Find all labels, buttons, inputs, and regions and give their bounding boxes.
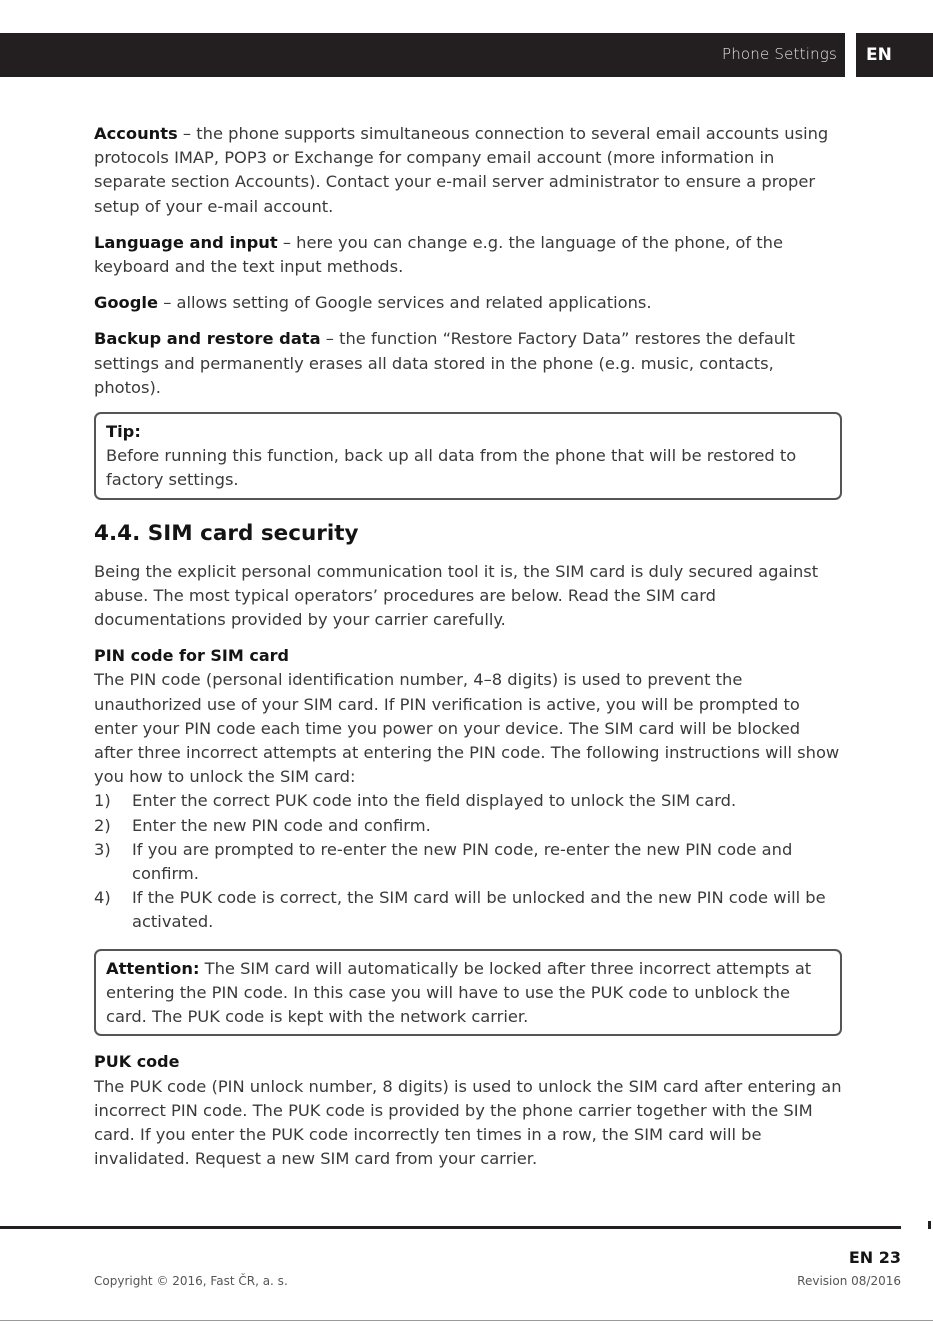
header-bar bbox=[0, 33, 845, 77]
step-number: 3) bbox=[94, 839, 111, 859]
accounts-term: Accounts bbox=[94, 124, 178, 143]
list-item bbox=[94, 838, 842, 886]
backup-paragraph bbox=[94, 327, 842, 400]
pin-block bbox=[94, 644, 842, 789]
step-text: Enter the correct PUK code into the field displayed to unlock the SIM card. bbox=[132, 791, 737, 811]
list-item bbox=[94, 789, 842, 813]
language-paragraph bbox=[94, 231, 842, 279]
accounts-paragraph bbox=[94, 122, 842, 219]
copyright-text: Copyright © 2016, Fast ČR, a. s. bbox=[94, 1274, 288, 1288]
list-item bbox=[94, 814, 842, 838]
backup-text: – the function “Restore Factory Data” restores the default settings and permanently erases all data stored in the phone (e.g. music, contacts, photos). bbox=[94, 329, 796, 397]
google-paragraph bbox=[94, 291, 842, 315]
google-term: Google bbox=[94, 293, 159, 313]
backup-term: Backup and restore data bbox=[94, 329, 321, 349]
tip-text: Before running this function, back up all data from the phone that will be restored to factory settings. bbox=[106, 446, 797, 490]
page-content bbox=[94, 122, 842, 1171]
language-badge: EN bbox=[856, 33, 933, 77]
attention-title: Attention: bbox=[106, 958, 200, 978]
language-term: Language and input bbox=[94, 232, 278, 252]
step-text: If the PUK code is correct, the SIM card will be unlocked and the new PIN code will be activated. bbox=[132, 888, 826, 932]
step-number: 1) bbox=[94, 791, 111, 811]
puk-block bbox=[94, 1050, 842, 1171]
list-item bbox=[94, 886, 842, 934]
pin-heading: PIN code for SIM card bbox=[94, 646, 289, 666]
section-intro: Being the explicit personal communication tool it is, the SIM card is duly secured against abuse. The most typical operators’ procedures are below. Read the SIM card documentations provided by your carrier carefully. bbox=[94, 561, 819, 630]
accounts-text: – the phone supports simultaneous connection to several email accounts using protocols IMAP, POP3 or Exchange for company email account (more information in separate section Accounts). Contact your e-mail server administrator to ensure a proper setup of your e-mail account. bbox=[94, 124, 829, 216]
pin-text: The PIN code (personal identification number, 4–8 digits) is used to prevent the unauthorized use of your SIM card. If PIN verification is active, you will be prompted to enter your PIN code each time you power on your device. The SIM card will be blocked after three incorrect attempts at entering the PIN code. The following instructions will show you how to unlock the SIM card: bbox=[94, 670, 840, 787]
google-text: – allows setting of Google services and related applications. bbox=[158, 293, 652, 313]
tip-title: Tip: bbox=[106, 422, 141, 442]
attention-box bbox=[94, 949, 842, 1037]
page-number: EN 23 bbox=[848, 1248, 901, 1267]
tip-box bbox=[94, 412, 842, 500]
language-text: – here you can change e.g. the language of the phone, of the keyboard and the text input methods. bbox=[94, 232, 784, 277]
page-bottom-edge bbox=[0, 1320, 933, 1321]
footer-divider bbox=[0, 1226, 901, 1229]
unlock-steps-list bbox=[94, 789, 842, 934]
step-text: If you are prompted to re-enter the new PIN code, re-enter the new PIN code and confirm. bbox=[132, 839, 793, 884]
step-text: Enter the new PIN code and confirm. bbox=[132, 815, 431, 835]
puk-heading: PUK code bbox=[94, 1052, 180, 1072]
section-heading: 4.4. SIM card security bbox=[94, 520, 359, 546]
attention-text: The SIM card will automatically be locked after three incorrect attempts at entering the PIN code. In this case you will have to use the PUK code to unblock the card. The PUK code is kept with the network carrier. bbox=[106, 958, 812, 1027]
header-title: Phone Settings bbox=[721, 45, 837, 63]
step-number: 4) bbox=[94, 888, 111, 908]
puk-text: The PUK code (PIN unlock number, 8 digits) is used to unlock the SIM card after entering an incorrect PIN code. The PUK code is provided by the phone carrier together with the SIM card. If you enter the PUK code incorrectly ten times in a row, the SIM card will be invalidated. Request a new SIM card from your carrier. bbox=[94, 1076, 842, 1169]
step-number: 2) bbox=[94, 815, 111, 835]
revision-text: Revision 08/2016 bbox=[797, 1274, 901, 1288]
footer-divider-tick bbox=[928, 1221, 931, 1229]
